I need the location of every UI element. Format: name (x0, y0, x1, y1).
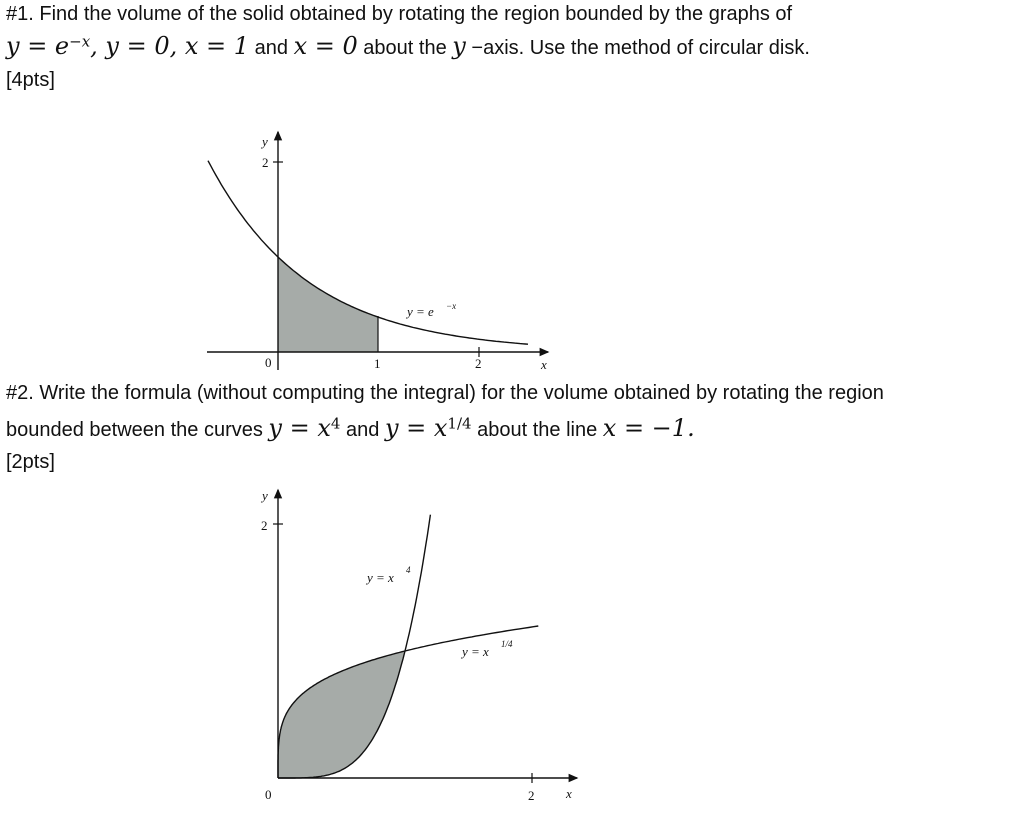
graph1-x-label: x (541, 357, 547, 372)
problem1-points: [4pts] (6, 69, 55, 91)
eq-x-zero: x = 0 (293, 32, 358, 60)
graph1-shaded-region (278, 257, 378, 352)
eq-root: y = x (384, 414, 448, 442)
graph2-x-label: x (566, 786, 572, 801)
graph2-quartic-label: y = x (367, 570, 394, 585)
eq-axis-line: x = −1. (602, 414, 695, 442)
graph2-root-label-exp: 1/4 (501, 639, 513, 649)
and-word-2: and (346, 419, 380, 441)
graph2-root-label: y = x (462, 644, 489, 659)
graph2-shaded-region (278, 651, 405, 778)
graph2-quartic-label-exp: 4 (406, 565, 411, 575)
eq-root-exponent: 1/4 (447, 414, 472, 433)
axis-variable: y (452, 32, 466, 60)
graph1-origin-label: 0 (265, 355, 272, 370)
graph1-x-tick2-label: 2 (475, 356, 482, 371)
problem1-statement: #1. Find the volume of the solid obtained by rotating the region bounded by the graphs of (6, 3, 793, 25)
problem2-points: [2pts] (6, 451, 55, 473)
graph1-y-tick-label: 2 (262, 155, 269, 170)
eq-exp-exponent: −x (69, 32, 91, 51)
eq-exp-curve: y = e (6, 32, 70, 60)
eq-quartic-exponent: 4 (330, 414, 341, 433)
problem2-statement: #2. Write the formula (without computing the integral) for the volume obtained by rotating the region (6, 382, 884, 404)
graph2-origin-label: 0 (265, 787, 272, 802)
eq-bounds: , y = 0, x = 1 (90, 32, 250, 60)
graph1-curve-label-exp: −x (446, 301, 457, 311)
graph1-x-tick1-label: 1 (374, 356, 381, 371)
method-text: −axis. Use the method of circular disk. (471, 37, 810, 59)
graph2 (260, 488, 577, 803)
graph2-y-tick-label: 2 (261, 518, 268, 533)
bounded-prefix: bounded between the curves (6, 419, 263, 441)
about-line-word: about the line (477, 419, 598, 441)
graph1-y-label: y (262, 134, 268, 149)
graph2-x-tick-label: 2 (528, 788, 535, 803)
graph2-y-label: y (262, 488, 268, 503)
about-word: about the (363, 37, 447, 59)
graph1-curve-label: y = e (407, 304, 434, 319)
graph1 (207, 132, 548, 372)
and-word: and (254, 37, 288, 59)
eq-quartic: y = x (268, 414, 331, 442)
